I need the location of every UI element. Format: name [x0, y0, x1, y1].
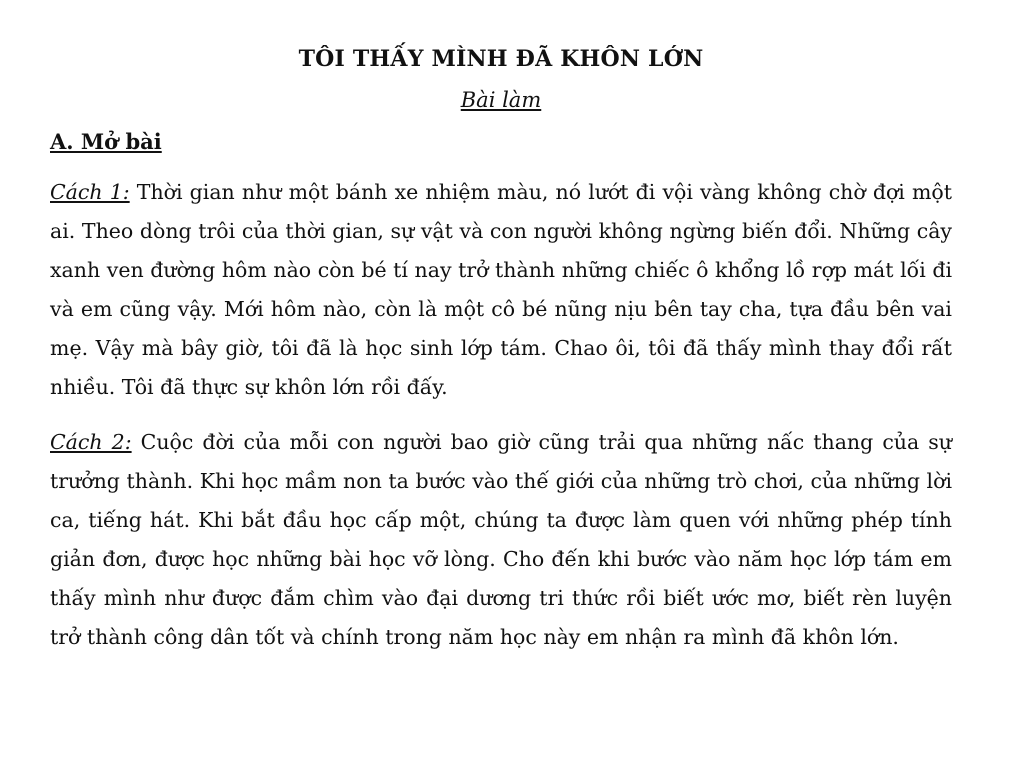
paragraph-label: Cách 1:: [50, 180, 130, 204]
paragraph-label: Cách 2:: [50, 430, 132, 454]
section-heading: A. Mở bài: [50, 129, 162, 154]
document-title: TÔI THẤY MÌNH ĐÃ KHÔN LỚN: [298, 46, 704, 72]
document-subtitle: Bài làm: [460, 88, 542, 112]
paragraph-option-1: [50, 173, 952, 407]
paragraph-text: Thời gian như một bánh xe nhiệm màu, nó lướt đi vội vàng không chờ đợi một ai. Theo dòng trôi của thời gian, sự vật và con người không ngừng biến đổi. Những cây xanh ven đường hôm nào còn bé tí nay trở thành những chiếc ô khổng lồ rợp mát lối đi và em cũng vậy. Mới hôm nào, còn là một cô bé nũng nịu bên tay cha, tựa đầu bên vai mẹ. Vậy mà bây giờ, tôi đã là học sinh lớp tám. Chao ôi, tôi đã thấy mình thay đổi rất nhiều. Tôi đã thực sự khôn lớn rồi đấy.: [50, 180, 952, 399]
paragraph-text: Cuộc đời của mỗi con người bao giờ cũng trải qua những nấc thang của sự trưởng thành. Khi học mầm non ta bước vào thế giới của những trò chơi, của những lời ca, tiếng hát. Khi bắt đầu học cấp một, chúng ta được làm quen với những phép tính giản đơn, được học những bài học vỡ lòng. Cho đến khi bước vào năm học lớp tám em thấy mình như được đắm chìm vào đại dương tri thức rồi biết ước mơ, biết rèn luyện trở thành công dân tốt và chính trong năm học này em nhận ra mình đã khôn lớn.: [50, 430, 952, 649]
paragraph-option-2: [50, 423, 952, 657]
